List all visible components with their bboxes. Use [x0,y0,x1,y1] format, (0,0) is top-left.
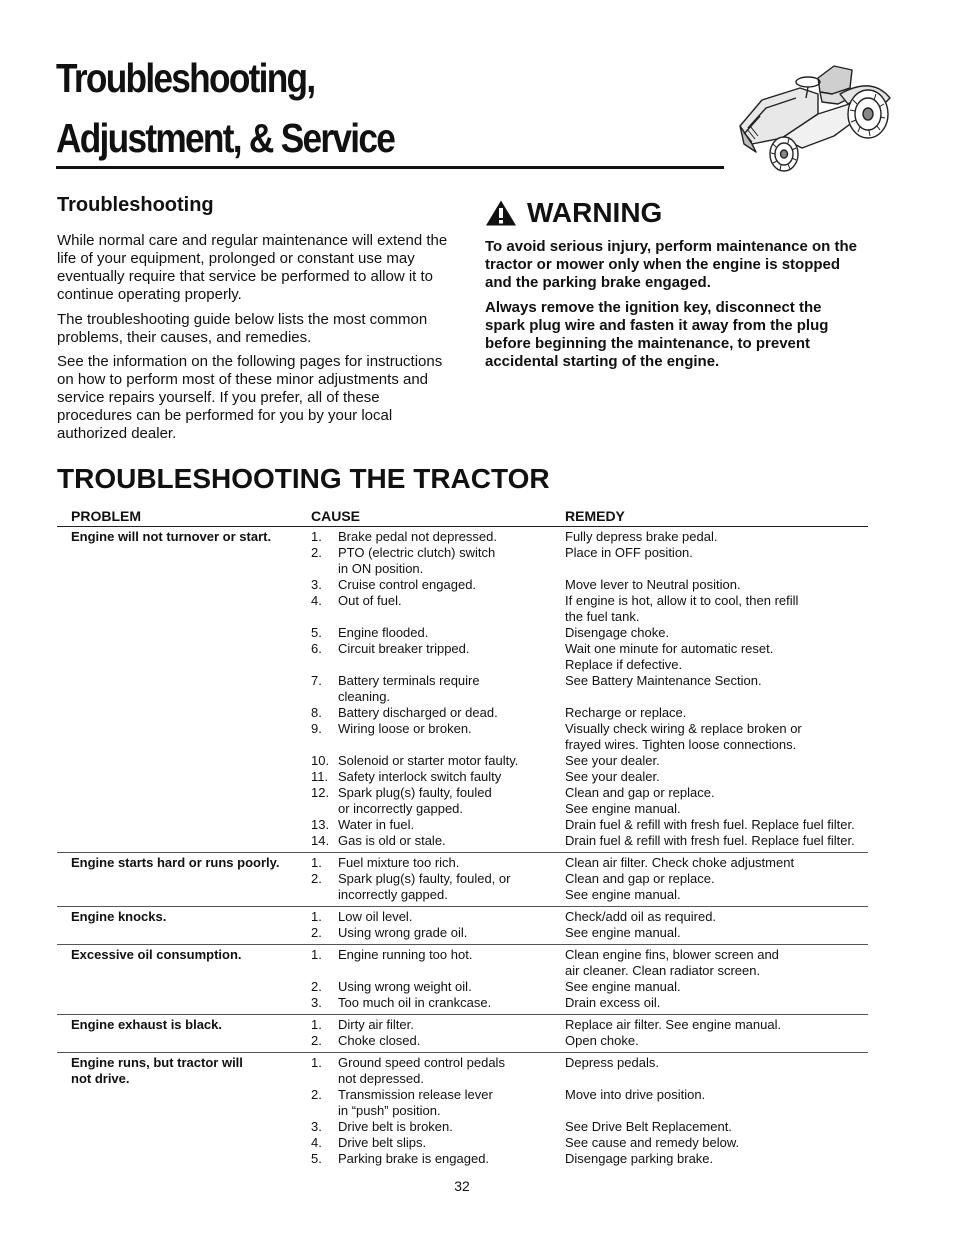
remedy-cell [565,1151,868,1167]
cause-text: Low oil level. [338,909,413,924]
cause-cell [338,593,565,625]
cause-text: Spark plug(s) faulty, fouled, or [338,871,511,886]
cause-text: Drive belt is broken. [338,1119,453,1134]
problem-group [57,907,868,945]
cause-text: Drive belt slips. [338,1135,427,1150]
problem-group [57,945,868,1015]
cause-text: in “push” position. [338,1103,441,1118]
cause-text: Brake pedal not depressed. [338,529,497,544]
problem-group [57,1015,868,1053]
cause-cell [338,577,565,593]
cause-text: PTO (electric clutch) switch [338,545,496,560]
cause-cell [338,1151,565,1167]
problem-text: Excessive oil consumption. [71,947,242,962]
cause-number: 1. [311,909,322,924]
remedy-cell [565,1055,868,1087]
remedy-cell [565,641,868,673]
cause-cell [338,909,565,925]
remedy-text: See engine manual. [565,801,681,816]
table-row [297,1033,868,1049]
problem-cell [57,1017,297,1049]
remedy-cell [565,909,868,925]
remedy-cell [565,1033,868,1049]
intro-heading: Troubleshooting [57,194,214,216]
cause-text: Cruise control engaged. [338,577,477,592]
table-row [297,871,868,903]
cause-number: 3. [311,1119,322,1134]
remedy-cell [565,529,868,545]
remedy-cell [565,705,868,721]
cause-text: Battery discharged or dead. [338,705,498,720]
problem-cell [57,855,297,903]
cause-number: 2. [311,545,322,560]
page-title [56,48,538,168]
cause-text: in ON position. [338,561,424,576]
cause-number: 1. [311,1055,322,1070]
table-row [297,855,868,871]
remedy-text: See Battery Maintenance Section. [565,673,762,688]
column-header-problem: PROBLEM [71,508,141,524]
table-row [297,909,868,925]
cause-text: Choke closed. [338,1033,421,1048]
cause-number: 2. [311,871,322,886]
cause-cell [338,995,565,1011]
cause-number: 13. [311,817,330,832]
remedy-cell [565,925,868,941]
table-row [297,673,868,705]
cause-text: incorrectly gapped. [338,887,448,902]
problem-group [57,853,868,907]
table-row [297,817,868,833]
remedy-cell [565,1135,868,1151]
table-header-row [57,503,868,527]
page-title-line-2: Adjustment, & Service [56,115,395,161]
remedy-cell [565,721,868,753]
remedy-text: Place in OFF position. [565,545,693,560]
remedy-text: Check/add oil as required. [565,909,717,924]
column-header-remedy: REMEDY [565,508,625,524]
cause-cell [338,871,565,903]
remedy-text: See engine manual. [565,925,681,940]
warning-box [485,196,865,378]
problem-cell [57,909,297,941]
table-row [297,529,868,545]
remedy-text: See engine manual. [565,887,681,902]
table-row [297,1055,868,1087]
cause-number: 11. [311,769,329,784]
cause-text: Dirty air filter. [338,1017,414,1032]
cause-cell [338,833,565,849]
table-row [297,979,868,995]
cause-number: 1. [311,947,322,962]
remedy-cell [565,817,868,833]
cause-cell [338,529,565,545]
remedy-text: Drain excess oil. [565,995,661,1010]
table-row [297,545,868,577]
remedy-text: Visually check wiring & replace broken or [565,721,802,736]
cause-number: 9. [311,721,322,736]
table-body [57,527,868,1170]
cause-text: Battery terminals require [338,673,480,688]
remedy-cell [565,785,868,817]
cause-cell [338,1087,565,1119]
cause-text: Engine flooded. [338,625,429,640]
remedy-cell [565,1119,868,1135]
cause-number: 1. [311,1017,322,1032]
cause-number: 3. [311,995,322,1010]
cause-cell [338,705,565,721]
table-row [297,925,868,941]
table-row [297,1017,868,1033]
cause-number: 2. [311,979,322,994]
remedy-text: Clean and gap or replace. [565,785,715,800]
cause-cell [338,545,565,577]
cause-text: Transmission release lever [338,1087,493,1102]
cause-cell [338,769,565,785]
cause-text: Out of fuel. [338,593,402,608]
remedy-cell [565,979,868,995]
remedy-text: Clean engine fins, blower screen and [565,947,779,962]
remedy-text: Recharge or replace. [565,705,687,720]
problem-text: not drive. [71,1071,130,1086]
remedy-text: Depress pedals. [565,1055,659,1070]
remedy-cell [565,1087,868,1119]
remedy-cell [565,625,868,641]
remedy-text: Drain fuel & refill with fresh fuel. Replace fuel filter. [565,833,855,848]
cause-number: 2. [311,925,322,940]
cause-text: Using wrong weight oil. [338,979,472,994]
troubleshooting-table [57,503,868,1170]
cause-text: cleaning. [338,689,391,704]
remedy-cell [565,753,868,769]
cause-text: Engine running too hot. [338,947,473,962]
problem-text: Engine knocks. [71,909,167,924]
cause-cell [338,855,565,871]
intro-paragraph: The troubleshooting guide below lists the most common problems, their causes, and remedies. [57,310,428,346]
warning-label: WARNING [527,197,663,228]
remedy-text: Clean air filter. Check choke adjustment [565,855,795,870]
remedy-text: Disengage parking brake. [565,1151,714,1166]
remedy-text: Wait one minute for automatic reset. [565,641,774,656]
intro-paragraph: See the information on the following pages for instructions on how to perform most of these minor adjustments and service repairs yourself. If you prefer, all of these procedures can be performed for you by your local authorized dealer. [57,353,443,442]
cause-remedy-list [297,529,868,849]
cause-text: Wiring loose or broken. [338,721,472,736]
cause-number: 1. [311,855,322,870]
cause-text: Parking brake is engaged. [338,1151,490,1166]
cause-text: or incorrectly gapped. [338,801,464,816]
problem-text: Engine runs, but tractor will [71,1055,243,1070]
cause-number: 12. [311,785,330,800]
table-row [297,947,868,979]
cause-cell [338,721,565,753]
remedy-text: See engine manual. [565,979,681,994]
cause-number: 5. [311,1151,322,1166]
intro-section [57,192,457,450]
cause-cell [338,641,565,673]
remedy-cell [565,769,868,785]
cause-number: 1. [311,529,322,544]
table-row [297,705,868,721]
cause-text: Using wrong grade oil. [338,925,468,940]
remedy-text: See Drive Belt Replacement. [565,1119,732,1134]
cause-text: Fuel mixture too rich. [338,855,460,870]
cause-text: Circuit breaker tripped. [338,641,470,656]
table-row [297,577,868,593]
cause-remedy-list [297,1017,868,1049]
cause-cell [338,753,565,769]
cause-text: Ground speed control pedals [338,1055,505,1070]
warning-header [485,196,865,230]
cause-number: 14. [311,833,330,848]
remedy-text: frayed wires. Tighten loose connections. [565,737,797,752]
cause-text: Spark plug(s) faulty, fouled [338,785,492,800]
problem-cell [57,529,297,849]
table-row [297,833,868,849]
cause-cell [338,1119,565,1135]
warning-triangle-icon [485,199,517,227]
table-row [297,641,868,673]
remedy-text: Clean and gap or replace. [565,871,715,886]
remedy-text: See your dealer. [565,769,660,784]
cause-number: 10. [311,753,330,768]
cause-text: Gas is old or stale. [338,833,446,848]
table-row [297,1151,868,1167]
cause-text: Safety interlock switch faulty [338,769,502,784]
remedy-cell [565,593,868,625]
table-row [297,1087,868,1119]
cause-cell [338,1135,565,1151]
remedy-text: air cleaner. Clean radiator screen. [565,963,761,978]
cause-cell [338,1055,565,1087]
cause-text: Water in fuel. [338,817,415,832]
cause-cell [338,1017,565,1033]
cause-text: not depressed. [338,1071,425,1086]
remedy-text: See cause and remedy below. [565,1135,740,1150]
table-row [297,1135,868,1151]
problem-cell [57,947,297,1011]
lawn-tractor-illustration [722,48,902,178]
cause-number: 7. [311,673,322,688]
intro-paragraph: While normal care and regular maintenance will extend the life of your equipment, prolonged or constant use may eventually require that service be performed to allow it to continue operating properly. [57,232,448,303]
remedy-text: See your dealer. [565,753,660,768]
table-row [297,785,868,817]
remedy-cell [565,673,868,705]
cause-cell [338,979,565,995]
remedy-text: Move lever to Neutral position. [565,577,741,592]
cause-remedy-list [297,855,868,903]
remedy-cell [565,1017,868,1033]
cause-number: 4. [311,1135,322,1150]
problem-text: Engine exhaust is black. [71,1017,222,1032]
cause-cell [338,1033,565,1049]
remedy-text: Replace air filter. See engine manual. [565,1017,782,1032]
page-number: 32 [454,1178,470,1194]
remedy-cell [565,947,868,979]
cause-text: Too much oil in crankcase. [338,995,492,1010]
table-row [297,769,868,785]
remedy-cell [565,577,868,593]
remedy-cell [565,995,868,1011]
remedy-text: Disengage choke. [565,625,670,640]
cause-number: 2. [311,1033,322,1048]
section-title: TROUBLESHOOTING THE TRACTOR [57,463,550,494]
remedy-cell [565,545,868,577]
cause-cell [338,625,565,641]
cause-number: 2. [311,1087,322,1102]
cause-cell [338,785,565,817]
table-row [297,625,868,641]
header-divider [56,166,724,169]
problem-text: Engine starts hard or runs poorly. [71,855,280,870]
cause-remedy-list [297,909,868,941]
remedy-text: Fully depress brake pedal. [565,529,718,544]
cause-cell [338,817,565,833]
cause-cell [338,947,565,979]
problem-text: Engine will not turnover or start. [71,529,272,544]
cause-number: 8. [311,705,322,720]
problem-group [57,527,868,853]
remedy-text: Drain fuel & refill with fresh fuel. Replace fuel filter. [565,817,855,832]
table-row [297,1119,868,1135]
cause-number: 4. [311,593,322,608]
remedy-text: the fuel tank. [565,609,640,624]
problem-cell [57,1055,297,1167]
remedy-text: Replace if defective. [565,657,683,672]
cause-cell [338,673,565,705]
column-header-cause: CAUSE [311,508,361,524]
remedy-cell [565,855,868,871]
page-title-line-1: Troubleshooting, [56,55,315,101]
cause-number: 3. [311,577,322,592]
warning-paragraph: Always remove the ignition key, disconnect the spark plug wire and fasten it away from the plug before beginning the maintenance, to prevent accidental starting of the engine. [485,299,829,370]
problem-group [57,1053,868,1170]
table-row [297,721,868,753]
remedy-cell [565,833,868,849]
cause-number: 6. [311,641,322,656]
table-row [297,995,868,1011]
cause-remedy-list [297,947,868,1011]
cause-text: Solenoid or starter motor faulty. [338,753,519,768]
remedy-text: Move into drive position. [565,1087,706,1102]
remedy-text: If engine is hot, allow it to cool, then refill [565,593,799,608]
cause-remedy-list [297,1055,868,1167]
cause-number: 5. [311,625,322,640]
remedy-cell [565,871,868,903]
cause-cell [338,925,565,941]
warning-paragraph: To avoid serious injury, perform maintenance on the tractor or mower only when the engine is stopped and the parking brake engaged. [485,238,858,291]
remedy-text: Open choke. [565,1033,639,1048]
table-row [297,753,868,769]
table-row [297,593,868,625]
